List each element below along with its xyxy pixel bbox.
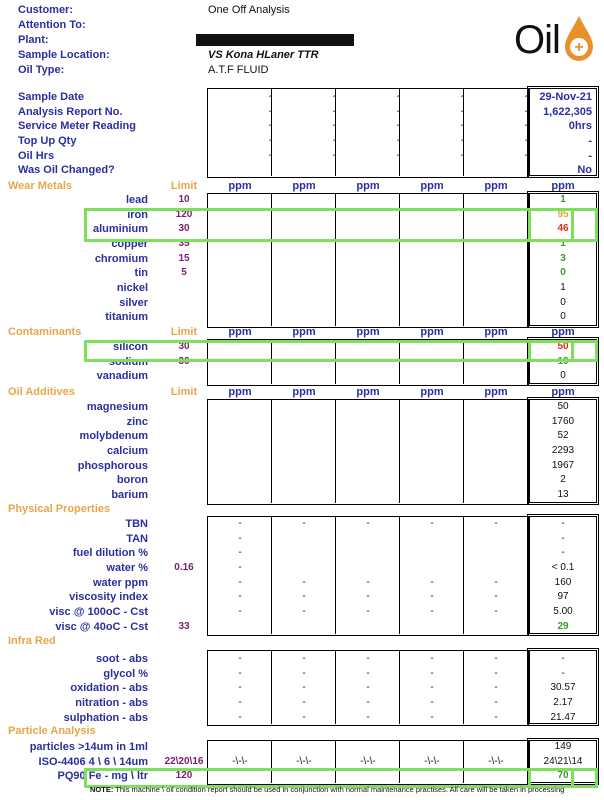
infrared-current-value: 30.57: [550, 682, 576, 694]
infrared-current-value: 21.47: [550, 711, 576, 723]
wear_metals-current-value: 1: [560, 194, 566, 205]
wear_metals-row-label: iron: [127, 208, 148, 221]
infrared-row-label: nitration - abs: [75, 696, 148, 709]
additives-current-value: 13: [557, 488, 569, 500]
contaminants-limit: 30: [178, 355, 190, 367]
additives-row-label: magnesium: [86, 401, 148, 413]
previous-value: -: [268, 120, 272, 132]
infrared-heading: Infra Red: [8, 635, 56, 647]
additives-row-label: barium: [111, 488, 148, 501]
column-divider: [399, 399, 400, 503]
wear_metals-current-value: 46: [557, 223, 569, 235]
particle-current-value: 149: [554, 741, 572, 752]
additives-current-value: 2: [560, 474, 566, 486]
note-text: This machine \ oil condition report should be used in conjunction with normal maintenance practises. All care will be taken in processing: [113, 785, 565, 794]
limit-header: Limit: [170, 326, 198, 338]
previous-value: -: [332, 134, 336, 146]
previous-value: -: [366, 576, 370, 588]
previous-value: -: [524, 105, 528, 117]
sample-value: -: [588, 134, 592, 147]
ppm-header: ppm: [420, 326, 444, 338]
wear_metals-limit: 5: [181, 267, 187, 279]
previous-value: -: [396, 149, 400, 161]
previous-value: -: [238, 653, 242, 664]
ppm-header: ppm: [420, 386, 444, 398]
sample-label: Service Meter Reading: [18, 120, 136, 133]
ppm-header: ppm: [420, 180, 444, 192]
previous-value: -: [238, 605, 242, 617]
contaminants-limit: 30: [178, 341, 190, 352]
sample-label: Top Up Qty: [18, 134, 77, 147]
oiltype-value: A.T.F FLUID: [208, 64, 269, 76]
wear_metals-row-label: lead: [125, 194, 148, 206]
previous-value: -: [430, 711, 434, 723]
sample-value: 29-Nov-21: [539, 91, 592, 103]
previous-value: -: [494, 711, 498, 723]
previous-value: -: [238, 576, 242, 588]
previous-value: -: [396, 120, 400, 132]
ppm-header: ppm: [356, 386, 380, 398]
infrared-current-value: -: [561, 667, 565, 679]
particle-row-label: ISO-4406 4 \ 6 \ 14um: [38, 755, 148, 768]
ppm-header: ppm: [484, 180, 508, 192]
previous-value: -: [430, 653, 434, 664]
previous-value: -: [268, 134, 272, 146]
previous-value: -: [460, 134, 464, 146]
ppm-header: ppm: [356, 180, 380, 192]
column-divider: [463, 399, 464, 503]
previous-value: -: [332, 105, 336, 117]
additives-current-value: 52: [557, 430, 569, 442]
value-highlight: [528, 208, 598, 242]
sample-label: Sample Date: [18, 91, 85, 103]
physical-current-value: -: [561, 532, 565, 544]
contaminants-row-label: vanadium: [96, 370, 148, 383]
physical-row-label: TBN: [125, 518, 148, 530]
oil-additives-heading: Oil Additives: [8, 386, 75, 398]
wear_metals-current-value: 0: [560, 267, 566, 279]
previous-value: -: [238, 696, 242, 708]
logo-plus: +: [574, 39, 584, 56]
previous-value: -: [460, 120, 464, 132]
previous-value: -: [268, 91, 272, 102]
physical-current-value: 160: [554, 576, 572, 588]
particle-limit: 120: [175, 770, 193, 782]
previous-value: -\-\-: [360, 755, 376, 767]
contaminants-heading: Contaminants: [8, 326, 82, 338]
previous-value: -: [366, 682, 370, 694]
sample-value: 1,622,305: [543, 105, 592, 118]
previous-value: -: [302, 667, 306, 679]
physical-row-label: fuel dilution %: [72, 547, 148, 560]
sample-label: Was Oil Changed?: [18, 164, 115, 177]
physical-current-value: -: [561, 518, 565, 529]
ppm-header: ppm: [551, 180, 575, 192]
previous-value: -: [494, 653, 498, 664]
physical-current-value: 29: [557, 620, 569, 632]
wear_metals-current-value: 1: [560, 237, 566, 249]
previous-value: -: [302, 518, 306, 529]
infrared-current-value: 2.17: [553, 696, 573, 708]
physical-row-label: visc @ 100oC - Cst: [49, 605, 148, 618]
previous-value: -: [302, 711, 306, 723]
wear_metals-row-label: chromium: [94, 252, 148, 265]
additives-row-label: molybdenum: [79, 430, 148, 443]
wear_metals-current-value: 0: [560, 311, 566, 323]
column-divider: [335, 399, 336, 503]
previous-value: -: [302, 605, 306, 617]
infrared-row-label: soot - abs: [96, 653, 148, 665]
additives-current-value: 1760: [551, 415, 575, 427]
previous-value: -: [332, 120, 336, 132]
infrared-row-label: oxidation - abs: [70, 682, 148, 695]
physical-current-value: -: [561, 547, 565, 559]
sample-label: Oil Hrs: [18, 149, 55, 162]
wear_metals-row-label: copper: [111, 237, 148, 250]
particle-limit: 22\20\16: [164, 755, 204, 767]
contaminants-current-value: 0: [560, 370, 566, 382]
wear_metals-row-label: titanium: [105, 311, 148, 324]
additives-row-label: phosphorous: [77, 459, 148, 472]
additives-current-value: 50: [557, 401, 569, 412]
previous-value: -: [302, 591, 306, 603]
limit-highlight: [84, 208, 574, 242]
physical-row-label: visc @ 40oC - Cst: [55, 620, 148, 633]
value-highlight: [528, 340, 598, 362]
particle-current-value: 70: [557, 770, 569, 782]
previous-value: -: [494, 667, 498, 679]
previous-value: -: [430, 696, 434, 708]
attention-label: Attention To:: [18, 19, 86, 31]
additives-row-label: zinc: [126, 415, 148, 428]
previous-value: -: [238, 561, 242, 573]
previous-value: -: [238, 667, 242, 679]
contaminants-current-value: 50: [557, 341, 569, 352]
plant-label: Plant:: [18, 34, 49, 46]
previous-value: -: [524, 120, 528, 132]
previous-value: -\-\-: [232, 755, 248, 767]
previous-value: -: [524, 149, 528, 161]
previous-value: -: [494, 605, 498, 617]
note-bold: NOTE:: [90, 785, 114, 794]
wear_metals-row-label: tin: [134, 267, 148, 280]
location-label: Sample Location:: [18, 49, 110, 61]
previous-value: -: [396, 105, 400, 117]
logo-text: Oil: [514, 18, 560, 62]
previous-value: -: [494, 518, 498, 529]
customer-label: Customer:: [18, 4, 74, 16]
previous-value: -: [430, 605, 434, 617]
previous-value: -: [430, 667, 434, 679]
wear_metals-limit: 10: [178, 194, 190, 205]
previous-value: -: [430, 591, 434, 603]
previous-value: -: [366, 711, 370, 723]
ppm-header: ppm: [228, 180, 252, 192]
wear_metals-limit: 120: [175, 208, 193, 220]
previous-value: -: [366, 696, 370, 708]
ppm-header: ppm: [356, 326, 380, 338]
limit-header: Limit: [170, 386, 198, 398]
contaminants-current-value: 10: [557, 355, 569, 367]
physical-row-label: water ppm: [92, 576, 148, 589]
previous-value: -: [494, 576, 498, 588]
previous-value: -: [396, 134, 400, 146]
additives-current-value: 2293: [551, 444, 575, 456]
redacted-plant: [196, 34, 354, 46]
wear_metals-limit: 35: [178, 237, 190, 249]
previous-value: -: [460, 149, 464, 161]
previous-value: -: [396, 91, 400, 102]
physical-limit: 0.16: [174, 561, 194, 573]
previous-value: -: [524, 134, 528, 146]
contaminants-row-label: sodium: [108, 355, 148, 368]
previous-value: -: [302, 696, 306, 708]
previous-value: -: [366, 667, 370, 679]
previous-value: -: [302, 682, 306, 694]
previous-value: -: [238, 711, 242, 723]
previous-value: -: [268, 149, 272, 161]
ppm-header: ppm: [228, 326, 252, 338]
history-frame: [207, 399, 529, 505]
particle-heading: Particle Analysis: [8, 725, 96, 737]
particle-current-value: 24\21\14: [543, 755, 583, 767]
previous-value: -: [430, 682, 434, 694]
previous-value: -: [302, 576, 306, 588]
wear_metals-current-value: 0: [560, 296, 566, 308]
previous-value: -: [460, 105, 464, 117]
wear_metals-row-label: aluminium: [92, 223, 148, 236]
physical-heading: Physical Properties: [8, 503, 111, 515]
previous-value: -: [430, 518, 434, 529]
previous-value: -: [366, 605, 370, 617]
previous-value: -: [366, 591, 370, 603]
previous-value: -: [494, 696, 498, 708]
physical-limit: 33: [178, 620, 190, 632]
ppm-header: ppm: [484, 386, 508, 398]
ppm-header: ppm: [292, 326, 316, 338]
previous-value: -: [238, 682, 242, 694]
sample-value: 0hrs: [568, 120, 592, 133]
previous-value: -: [460, 91, 464, 102]
additives-current-value: 1967: [551, 459, 575, 471]
previous-value: -: [494, 591, 498, 603]
physical-current-value: < 0.1: [551, 561, 575, 573]
physical-row-label: viscosity index: [69, 591, 148, 604]
location-value: VS Kona HLaner TTR: [208, 49, 319, 61]
previous-value: -: [238, 518, 242, 529]
previous-value: -: [524, 91, 528, 102]
infrared-current-value: -: [561, 653, 565, 664]
wear_metals-current-value: 95: [557, 208, 569, 220]
wear_metals-row-label: silver: [119, 296, 148, 309]
sample-value: -: [588, 149, 592, 162]
physical-row-label: TAN: [126, 532, 148, 545]
column-divider: [271, 399, 272, 503]
infrared-row-label: glycol %: [103, 667, 148, 680]
wear_metals-row-label: nickel: [116, 281, 148, 294]
ppm-header: ppm: [292, 386, 316, 398]
ppm-header: ppm: [551, 386, 575, 398]
infrared-row-label: sulphation - abs: [63, 711, 148, 724]
previous-value: -: [494, 682, 498, 694]
physical-current-value: 97: [557, 591, 569, 603]
wear_metals-current-value: 3: [560, 252, 566, 264]
sample-label: Analysis Report No.: [18, 105, 123, 118]
additives-row-label: calcium: [107, 444, 148, 457]
particle-row-label: particles >14um in 1ml: [29, 741, 148, 753]
wear_metals-limit: 30: [178, 223, 190, 235]
previous-value: -: [366, 653, 370, 664]
previous-value: -\-\-: [488, 755, 504, 767]
previous-value: -: [366, 518, 370, 529]
sample-value: No: [577, 164, 592, 177]
previous-value: -: [332, 91, 336, 102]
previous-value: -\-\-: [424, 755, 440, 767]
oiltype-label: Oil Type:: [18, 64, 65, 76]
previous-value: -: [268, 105, 272, 117]
ppm-header: ppm: [228, 386, 252, 398]
previous-value: -: [332, 149, 336, 161]
ppm-header: ppm: [484, 326, 508, 338]
customer-value: One Off Analysis: [208, 4, 290, 16]
limit-highlight: [84, 340, 574, 362]
previous-value: -: [238, 547, 242, 559]
oil-logo: [514, 14, 600, 70]
footer-note: [90, 785, 564, 794]
limit-header: Limit: [170, 180, 198, 192]
previous-value: -: [302, 653, 306, 664]
physical-current-value: 5.00: [553, 605, 573, 617]
ppm-header: ppm: [551, 326, 575, 338]
wear-metals-heading: Wear Metals: [8, 180, 72, 192]
particle-row-label: PQ90 Fe - mg \ ltr: [57, 770, 148, 783]
ppm-header: ppm: [292, 180, 316, 192]
previous-value: -: [430, 576, 434, 588]
previous-value: -\-\-: [296, 755, 312, 767]
wear_metals-current-value: 1: [560, 281, 566, 293]
previous-value: -: [238, 591, 242, 603]
contaminants-row-label: silicon: [113, 341, 148, 353]
physical-row-label: water %: [106, 561, 148, 574]
additives-row-label: boron: [116, 474, 148, 487]
previous-value: -: [238, 532, 242, 544]
wear_metals-limit: 15: [178, 252, 190, 264]
